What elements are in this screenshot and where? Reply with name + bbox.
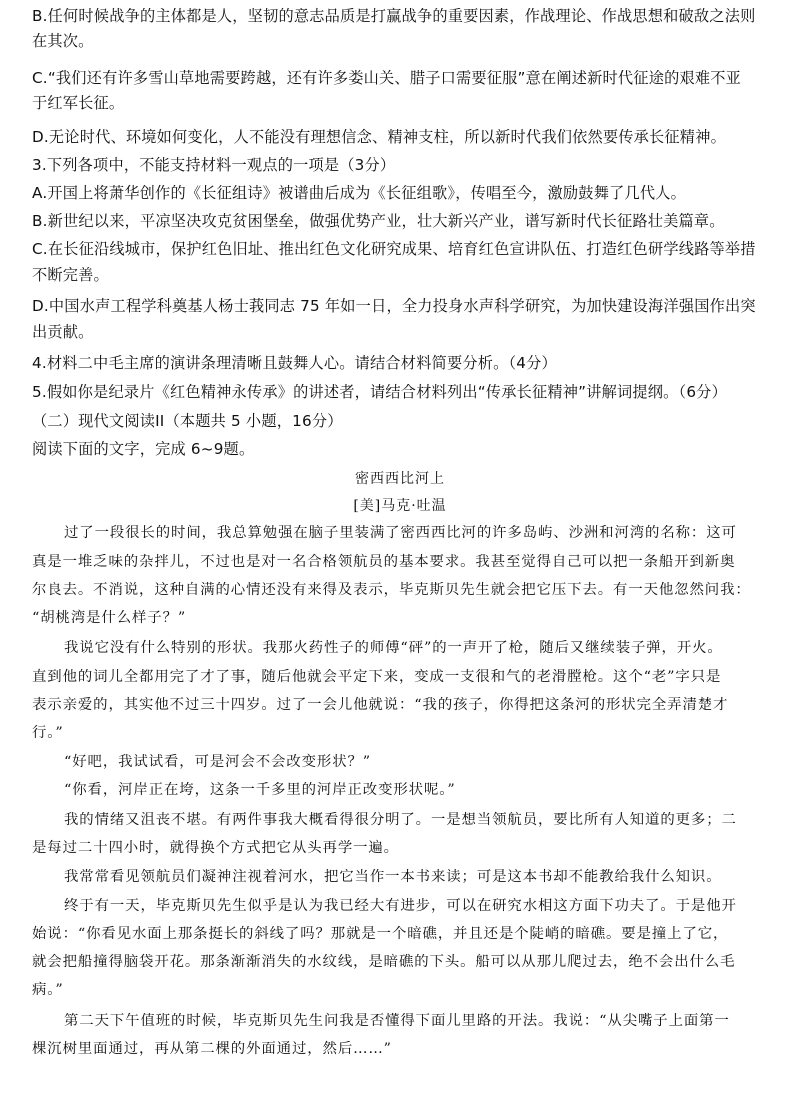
q3-option-d-line-2: 出贡献。: [32, 323, 94, 341]
option-d-line: D.无论时代、环境如何变化，人不能没有理想信念、精神支柱，所以新时代我们依然要传承长征精神。: [32, 128, 726, 146]
passage-p5-line-1: 我的情绪又沮丧不堪。有两件事我大概看得很分明了。一是想当领航员，要比所有人知道的更多；二: [64, 812, 737, 828]
passage-p6-line-1: 我常常看见领航员们凝神注视着河水，把它当作一本书来读；可是这本书却不能教给我什么知识。: [64, 869, 722, 885]
passage-p1-line-1: 过了一段很长的时间，我总算勉强在脑子里装满了密西西比河的许多岛屿、沙洲和河湾的名称：这可: [64, 525, 737, 541]
passage-p7-line-2: 始说：“你看见水面上那条挺长的斜线了吗？那就是一个暗礁，并且还是个陡峭的暗礁。要是撞上了它，: [32, 926, 729, 942]
question-3: 3.下列各项中，不能支持材料一观点的一项是（3分）: [32, 156, 396, 174]
passage-p1-line-3: 尔良去。不消说，这种自满的心情还没有来得及表示，毕克斯贝先生就会把它压下去。有一天他忽然问我：: [32, 582, 751, 598]
option-b-line-1: B.任何时候战争的主体都是人，坚韧的意志品质是打赢战争的重要因素，作战理论、作战思想和破敌之法则: [32, 7, 756, 25]
passage-p7-line-3: 就会把船撞得脑袋开花。那条渐渐消失的水纹线，是暗礁的下头。船可以从那儿爬过去，绝不会出什么毛: [32, 954, 736, 970]
option-c-line-2: 于红军长征。: [32, 94, 125, 112]
option-b-line-2: 在其次。: [32, 32, 94, 50]
passage-p1-line-4: “胡桃湾是什么样子？”: [32, 610, 187, 626]
passage-author: [美]马克·吐温: [353, 498, 447, 514]
passage-p7-line-4: 病。”: [32, 982, 64, 998]
q3-option-d-line-1: D.中国水声工程学科奠基人杨士莪同志 75 年如一日，全力投身水声科学研究，为加快建设海洋强国作出突: [32, 297, 756, 315]
q3-option-a: A.开国上将萧华创作的《长征组诗》被谱曲后成为《长征组歌》，传唱至今，激励鼓舞了几代人。: [32, 184, 687, 202]
passage-p2-line-3: 表示亲爱的，其实他不过三十四岁。过了一会儿他就说：“我的孩子，你得把这条河的形状完全弄清楚才: [32, 697, 729, 713]
passage-p2-line-4: 行。”: [32, 725, 64, 741]
reading-instruction: 阅读下面的文字，完成 6~9题。: [32, 440, 255, 458]
passage-dialogue-1: “好吧，我试试看，可是河会不会改变形状？”: [64, 754, 372, 770]
passage-p1-line-2: 真是一堆乏味的杂拌儿，不过也是对一名合格领航员的基本要求。我甚至觉得自己可以把一条船开到新奥: [32, 554, 736, 570]
q3-option-c-line-1: C.在长征沿线城市，保护红色旧址、推出红色文化研究成果、培育红色宣讲队伍、打造红色研学线路等举措: [32, 240, 756, 258]
section-heading: （二）现代文阅读II（本题共 5 小题，16分）: [32, 412, 343, 430]
passage-p2-line-2: 直到他的词儿全都用完了才了事，随后他就会平定下来，变成一支很和气的老滑膛枪。这个“老”字只是: [32, 669, 722, 685]
q3-option-c-line-2: 不断完善。: [32, 266, 109, 284]
passage-p2-line-1: 我说它没有什么特别的形状。我那火药性子的师傅“砰”的一声开了枪，随后又继续装子弹，开火。: [64, 640, 723, 656]
passage-p7-line-1: 终于有一天，毕克斯贝先生似乎是认为我已经大有进步，可以在研究水相这方面下功夫了。于是他开: [64, 898, 737, 914]
passage-dialogue-2: “你看，河岸正在垮，这条一千多里的河岸正改变形状呢。”: [64, 782, 456, 798]
passage-title: 密西西比河上: [355, 471, 445, 487]
question-4: 4.材料二中毛主席的演讲条理清晰且鼓舞人心。请结合材料简要分析。（4分）: [32, 354, 557, 372]
option-c-line-1: C.“我们还有许多雪山草地需要跨越，还有许多娄山关、腊子口需要征服”意在阐述新时代征途的艰难不亚: [32, 69, 742, 87]
q3-option-b: B.新世纪以来，平凉坚决攻克贫困堡垒，做强优势产业，壮大新兴产业，谱写新时代长征路壮美篇章。: [32, 212, 725, 230]
passage-p8-line-2: 棵沉树里面通过，再从第二棵的外面通过，然后……”: [32, 1041, 392, 1057]
question-5: 5.假如你是纪录片《红色精神永传承》的讲述者，请结合材料列出“传承长征精神”讲解词提纲。（6分）: [32, 383, 727, 401]
passage-p5-line-2: 是每过二十四小时，就得换个方式把它从头再学一遍。: [32, 840, 399, 856]
passage-p8-line-1: 第二天下午值班的时候，毕克斯贝先生问我是否懂得下面儿里路的开法。我说：“从尖嘴子上面第一: [64, 1013, 730, 1029]
